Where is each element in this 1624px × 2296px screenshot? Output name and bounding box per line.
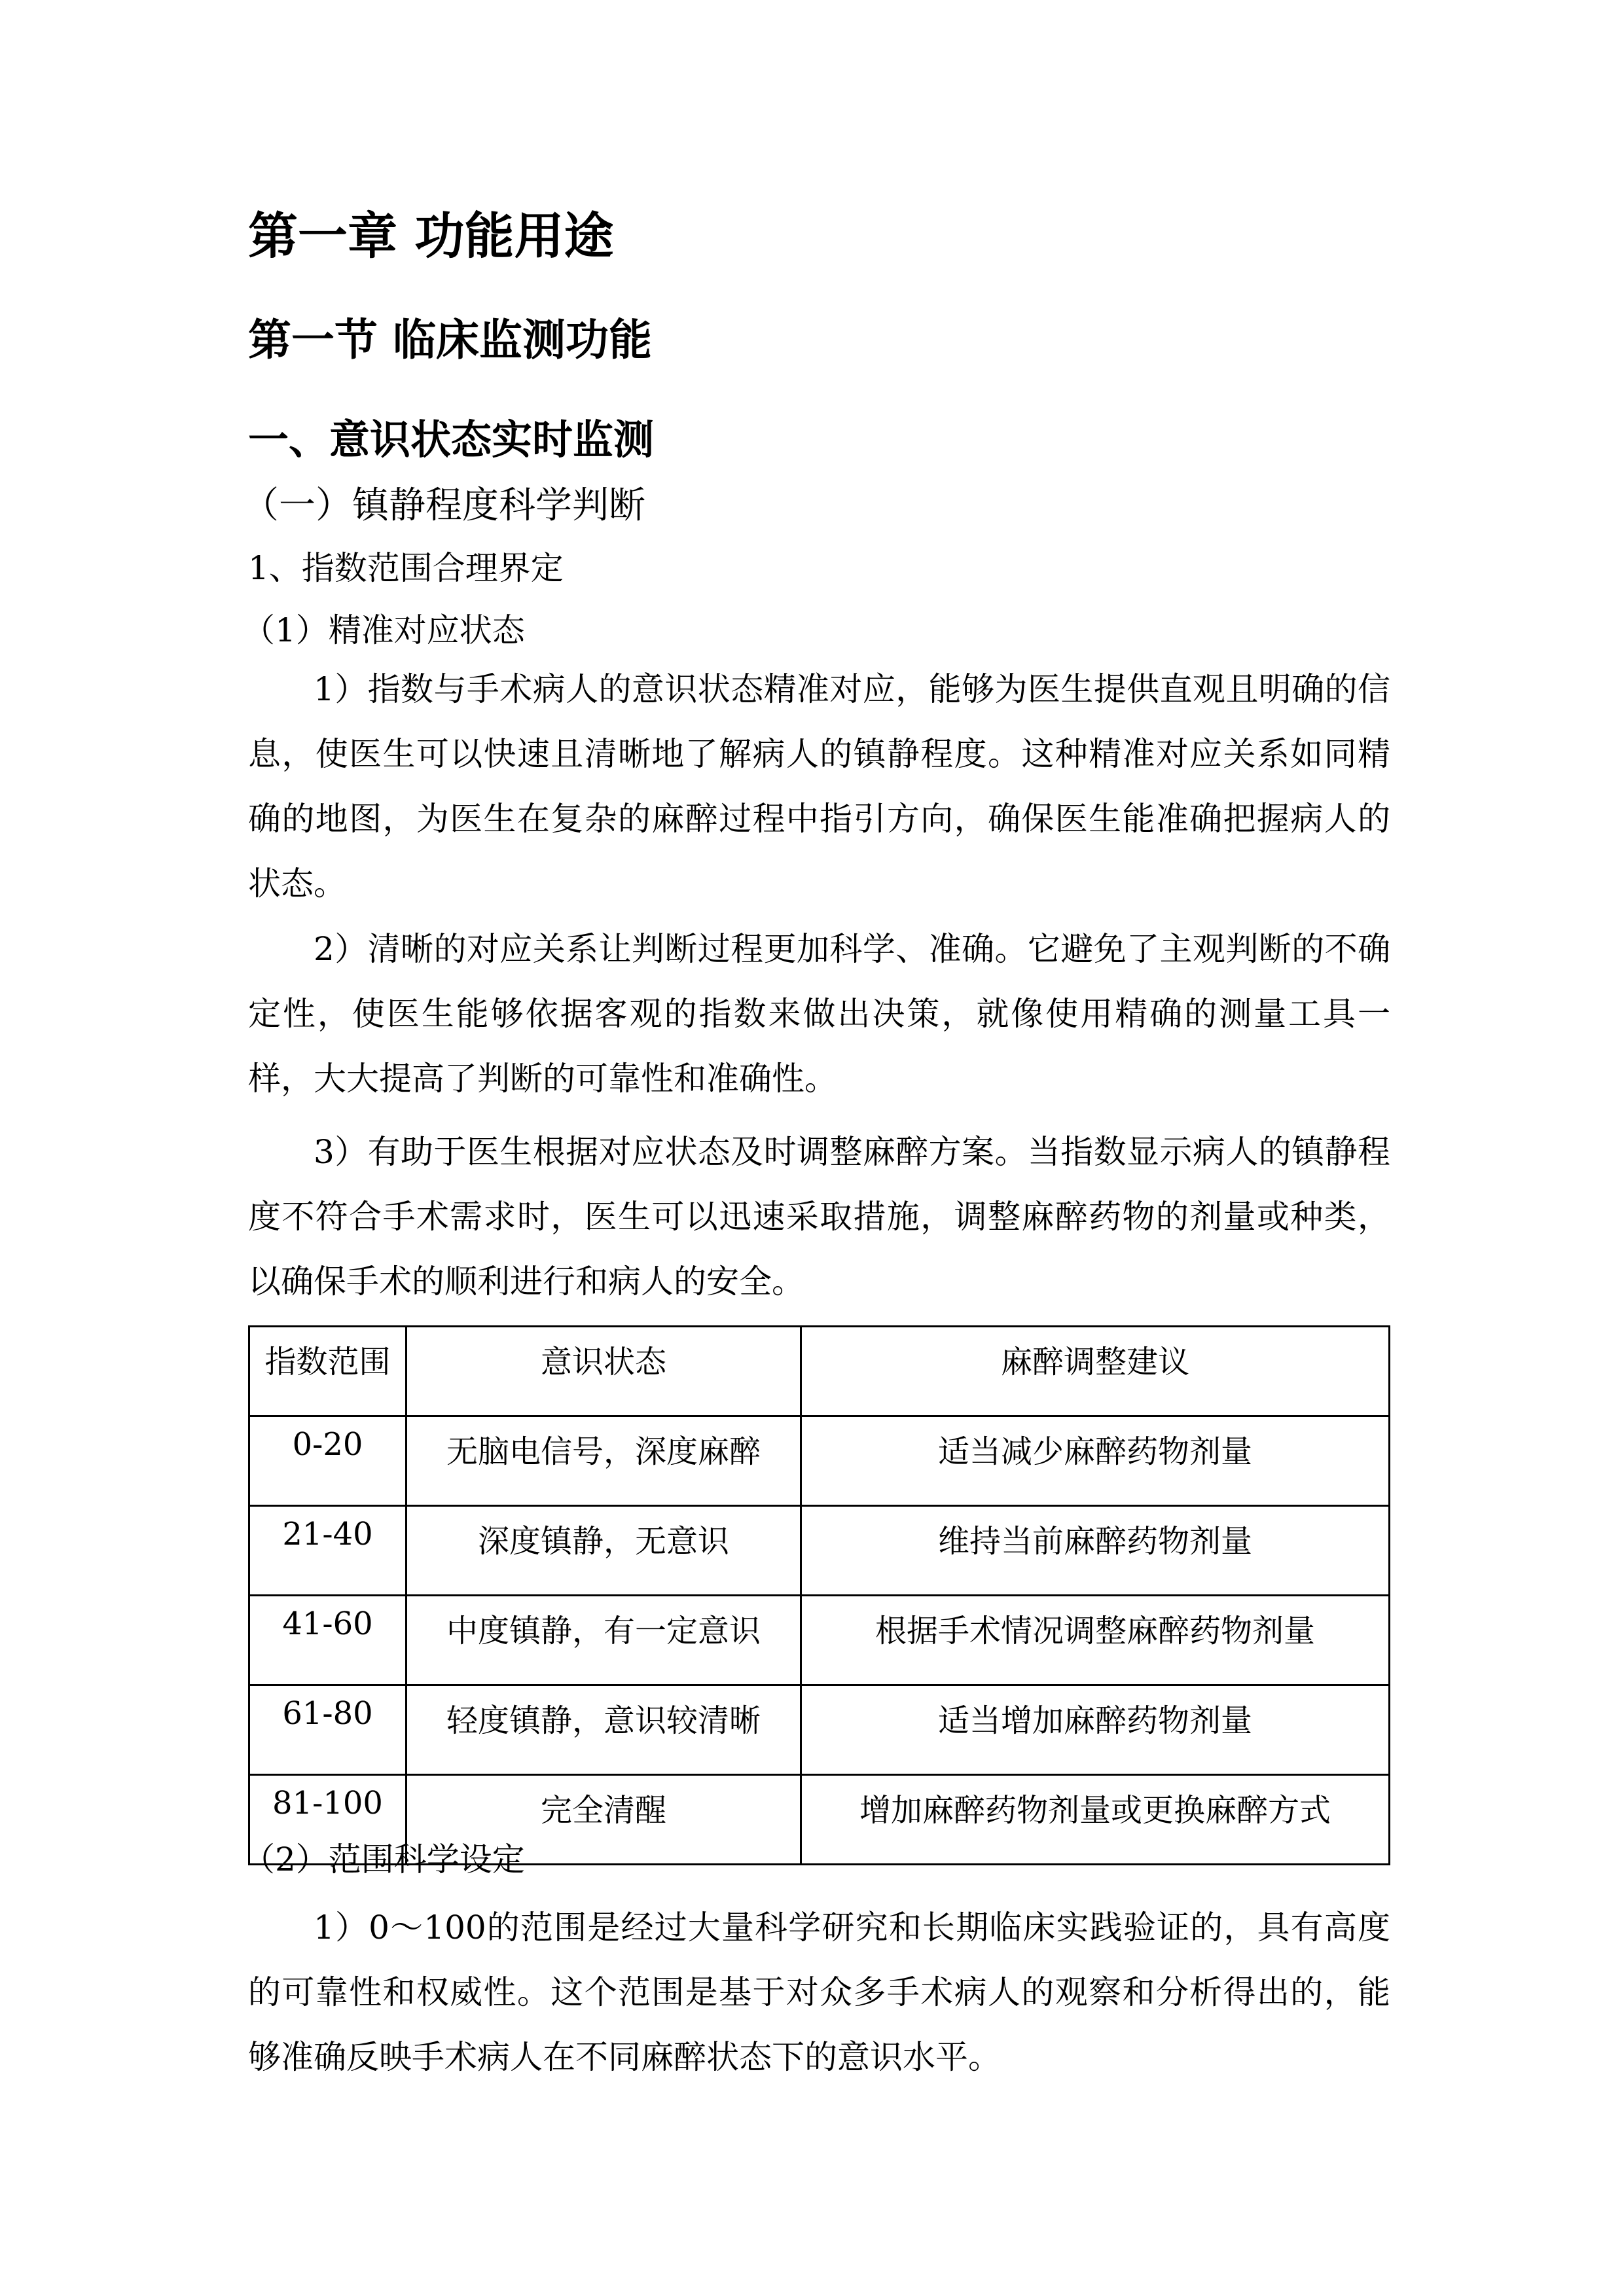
section-title: 第一节 临床监测功能	[248, 314, 652, 365]
table-cell: 增加麻醉药物剂量或更换麻醉方式	[801, 1775, 1390, 1865]
table-header-cell: 麻醉调整建议	[801, 1327, 1390, 1416]
table-row	[249, 1506, 1390, 1596]
table-cell: 根据手术情况调整麻醉药物剂量	[801, 1596, 1390, 1685]
table-row	[249, 1416, 1390, 1506]
paragraph: 1）0～100的范围是经过大量科学研究和长期临床实践验证的，具有高度的可靠性和权威性。这个范围是基于对众多手术病人的观察和分析得出的，能够准确反映手术病人在不同麻醉状态下的意识水平。	[248, 1909, 1390, 2076]
table-cell: 21-40	[249, 1506, 406, 1596]
table-cell: 维持当前麻醉药物剂量	[801, 1506, 1390, 1596]
heading-level-3: 1、指数范围合理界定	[248, 549, 564, 587]
table-header-cell: 指数范围	[249, 1327, 406, 1416]
table-cell: 41-60	[249, 1596, 406, 1685]
table-cell: 深度镇静，无意识	[406, 1506, 801, 1596]
table-cell: 适当减少麻醉药物剂量	[801, 1416, 1390, 1506]
table-header-row	[249, 1327, 1390, 1416]
table-cell: 无脑电信号，深度麻醉	[406, 1416, 801, 1506]
heading-level-4: （1）精准对应状态	[242, 611, 525, 649]
table-cell: 中度镇静，有一定意识	[406, 1596, 801, 1685]
heading-level-2: （一）镇静程度科学判断	[242, 484, 645, 527]
index-range-table	[248, 1325, 1390, 1865]
heading-level-4: （2）范围科学设定	[242, 1840, 525, 1878]
paragraph: 1）指数与手术病人的意识状态精准对应，能够为医生提供直观且明确的信息，使医生可以快速且清晰地了解病人的镇静程度。这种精准对应关系如同精确的地图，为医生在复杂的麻醉过程中指引方向，确保医生能准确把握病人的状态。	[248, 670, 1390, 903]
table-row	[249, 1596, 1390, 1685]
table-cell: 完全清醒	[406, 1775, 801, 1865]
paragraph: 2）清晰的对应关系让判断过程更加科学、准确。它避免了主观判断的不确定性，使医生能够依据客观的指数来做出决策，就像使用精确的测量工具一样，大大提高了判断的可靠性和准确性。	[248, 930, 1390, 1098]
table-cell: 81-100	[249, 1775, 406, 1865]
table-cell: 轻度镇静，意识较清晰	[406, 1685, 801, 1775]
table-cell: 0-20	[249, 1416, 406, 1506]
table-cell: 61-80	[249, 1685, 406, 1775]
heading-level-1: 一、意识状态实时监测	[248, 416, 655, 463]
table-row	[249, 1685, 1390, 1775]
table-header-cell: 意识状态	[406, 1327, 801, 1416]
paragraph: 3）有助于医生根据对应状态及时调整麻醉方案。当指数显示病人的镇静程度不符合手术需求时，医生可以迅速采取措施，调整麻醉药物的剂量或种类，以确保手术的顺利进行和病人的安全。	[248, 1133, 1390, 1300]
table-cell: 适当增加麻醉药物剂量	[801, 1685, 1390, 1775]
chapter-title: 第一章 功能用途	[248, 207, 614, 265]
